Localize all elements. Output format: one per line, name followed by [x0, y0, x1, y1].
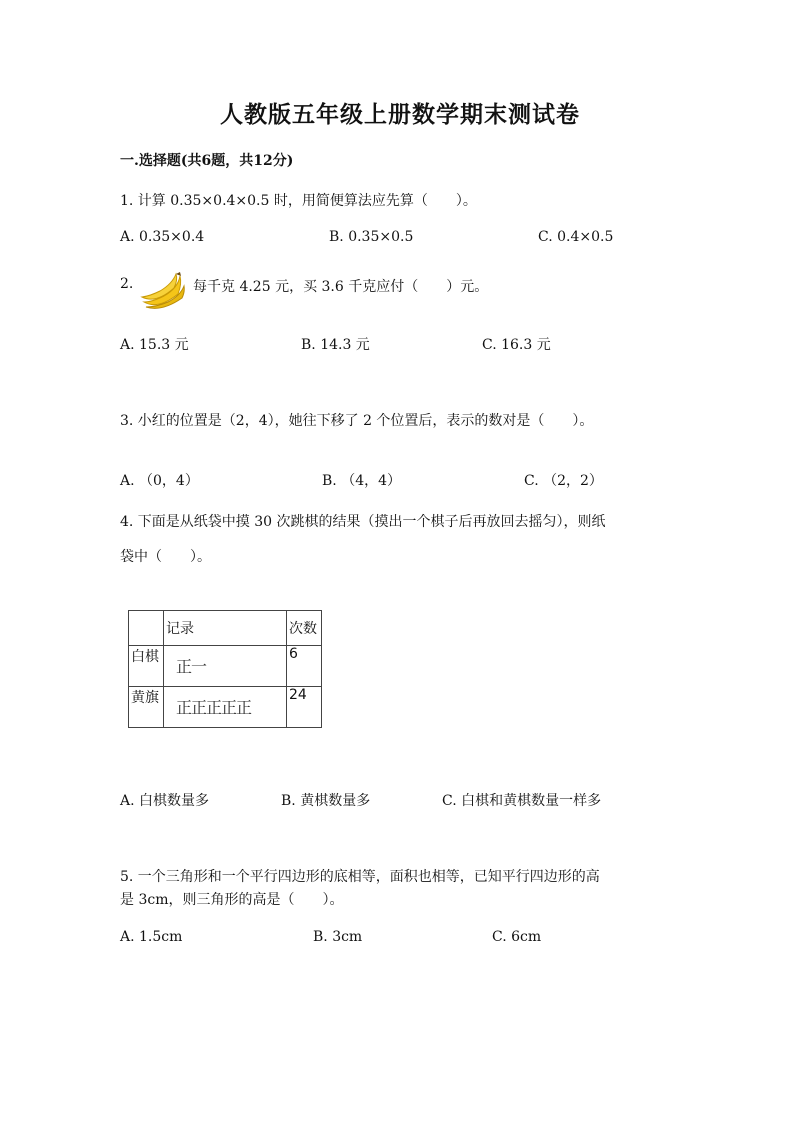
q3-option-c[interactable]: C. （2，2）	[524, 473, 603, 489]
question-3: 3. 小红的位置是（2，4），她往下移了 2 个位置后，表示的数对是（ ）。	[120, 413, 594, 429]
q3-option-b[interactable]: B. （4，4）	[322, 473, 402, 489]
question-2: 每千克 4.25 元，买 3.6 千克应付（ ）元。	[193, 279, 489, 295]
q4-option-c[interactable]: C. 白棋和黄棋数量一样多	[442, 793, 602, 809]
tally-table	[128, 610, 322, 728]
count-cell: 6	[287, 646, 322, 687]
tally-marks: 正一	[176, 657, 207, 676]
table-row	[129, 646, 322, 687]
question-5-line2: 是 3cm，则三角形的高是（ ）。	[120, 892, 344, 908]
table-header-cell	[129, 611, 164, 646]
table-header-row	[129, 611, 322, 646]
question-4-line1: 4. 下面是从纸袋中摸 30 次跳棋的结果（摸出一个棋子后再放回去摇匀），则纸	[120, 514, 606, 530]
tally-cell	[164, 646, 287, 687]
q5-option-a[interactable]: A. 1.5cm	[120, 929, 183, 945]
count-cell: 24	[287, 687, 322, 728]
banana-icon	[138, 272, 188, 312]
q4-option-a[interactable]: A. 白棋数量多	[120, 793, 210, 809]
table-header-cell: 记录	[164, 611, 287, 646]
q1-option-b[interactable]: B. 0.35×0.5	[329, 229, 414, 245]
q2-option-a[interactable]: A. 15.3 元	[120, 337, 189, 353]
row-label: 黄旗	[129, 687, 164, 728]
page-title: 人教版五年级上册数学期末测试卷	[220, 101, 580, 128]
tally-marks: 正正正正正	[176, 698, 252, 717]
q4-option-b[interactable]: B. 黄棋数量多	[281, 793, 371, 809]
q1-option-a[interactable]: A. 0.35×0.4	[120, 229, 205, 245]
q3-option-a[interactable]: A. （0，4）	[120, 473, 199, 489]
q1-option-c[interactable]: C. 0.4×0.5	[538, 229, 614, 245]
q5-option-c[interactable]: C. 6cm	[492, 929, 542, 945]
q2-option-c[interactable]: C. 16.3 元	[482, 337, 551, 353]
question-4-line2: 袋中（ ）。	[120, 549, 211, 565]
question-2-number: 2.	[120, 276, 134, 292]
table-row	[129, 687, 322, 728]
q2-option-b[interactable]: B. 14.3 元	[301, 337, 370, 353]
table-header-cell: 次数	[287, 611, 322, 646]
row-label: 白棋	[129, 646, 164, 687]
question-1: 1. 计算 0.35×0.4×0.5 时，用简便算法应先算（ ）。	[120, 193, 477, 209]
section-heading: 一.选择题(共6题，共12分)	[120, 153, 294, 169]
question-5-line1: 5. 一个三角形和一个平行四边形的底相等，面积也相等，已知平行四边形的高	[120, 869, 600, 885]
q5-option-b[interactable]: B. 3cm	[313, 929, 363, 945]
tally-cell	[164, 687, 287, 728]
